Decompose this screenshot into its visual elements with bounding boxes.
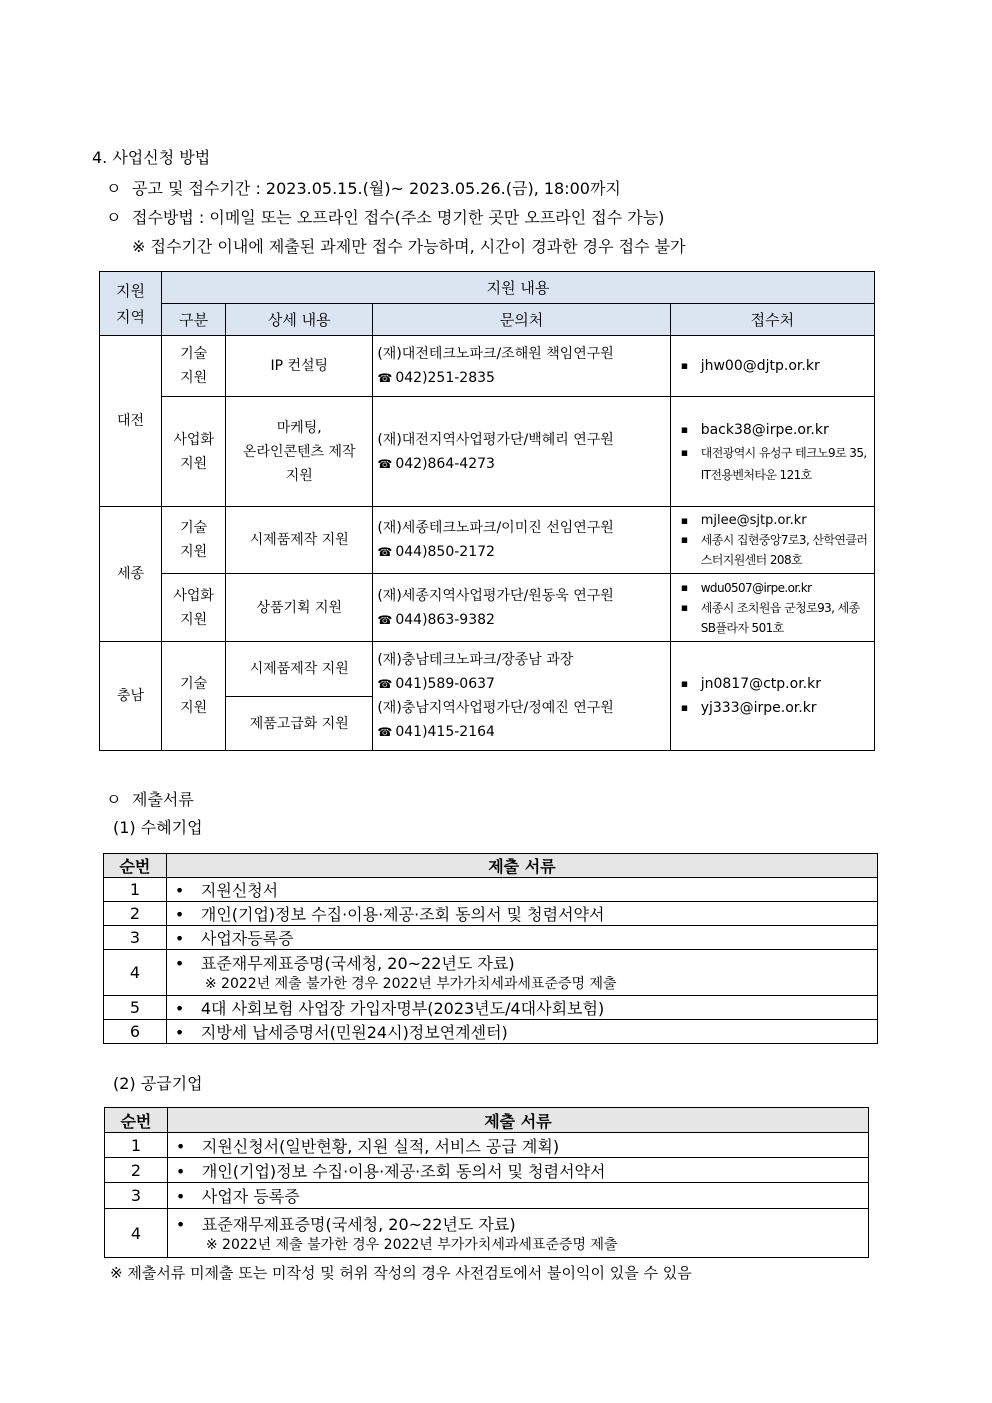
bullet-dot: • [174, 905, 185, 924]
doc-text: 개인(기업)정보 수집·이용·제공·조회 동의서 및 청렴서약서 [200, 905, 605, 924]
bullet-dot: • [174, 999, 185, 1018]
documents-title-text: 제출서류 [132, 790, 194, 809]
bullet-mark: ㅇ [106, 790, 122, 809]
bullet-dot: • [174, 929, 185, 948]
reception-email[interactable]: ▪ mjlee@sjtp.or.kr [675, 511, 870, 530]
doc-item [167, 1158, 868, 1183]
method-bullet [106, 205, 664, 228]
doc-subnote: ※ 2022년 제출 불가한 경우 2022년 부가가치세과세표준증명 제출 [205, 1236, 618, 1253]
contact-phone: 044)863-9382 [395, 611, 495, 628]
row-num: 3 [105, 1183, 168, 1209]
category-cell: 기술 지원 [162, 507, 226, 574]
reception-email[interactable]: ▪ jn0817@ctp.or.kr [675, 672, 870, 696]
reception-email[interactable]: ▪ jhw00@djtp.or.kr [675, 354, 870, 378]
phone-icon: ☎ [377, 725, 393, 739]
doc-subnote: ※ 2022년 제출 불가한 경우 2022년 부가가치세과세표준증명 제출 [204, 976, 617, 992]
detail-cell: 시제품제작 지원 [226, 507, 373, 574]
row-num: 4 [105, 1209, 168, 1258]
row-num: 4 [104, 950, 167, 996]
contact-phone: 041)415-2164 [395, 724, 495, 740]
doc-text: 표준재무제표증명(국세청, 20~22년도 자료) [200, 954, 515, 973]
doc-text: 사업자등록증 [200, 929, 294, 948]
reception-address: ▪ 세종시 조치원읍 군청로93, 세종SB플라자 501호 [675, 598, 870, 638]
detail-cell: 마케팅, 온라인콘텐츠 제작 지원 [226, 397, 373, 507]
documents-footnote: ※ 제출서류 미제출 또는 미작성 및 허위 작성의 경우 사전검토에서 불이익이 있을 수 있음 [110, 1264, 692, 1282]
col-doc: 제출 서류 [166, 854, 877, 878]
bullet-dot: • [174, 881, 185, 900]
header-region: 지원 지역 [100, 272, 162, 336]
doc-item [166, 878, 877, 902]
contact-org: (재)세종테크노파크/이미진 선임연구원 [377, 520, 614, 536]
doc-item [167, 1209, 868, 1258]
beneficiary-docs-table [103, 853, 878, 1044]
detail-cell: 상품기획 지원 [226, 574, 373, 642]
phone-icon: ☎ [377, 677, 393, 691]
doc-text: 표준재무제표증명(국세청, 20~22년도 자료) [201, 1214, 516, 1234]
category-cell: 기술 지원 [162, 336, 226, 397]
phone-icon: ☎ [377, 612, 393, 627]
header-reception: 접수처 [670, 304, 874, 336]
contact-org: (재)충남테크노파크/장종남 과장 [377, 652, 574, 668]
header-content: 지원 내용 [162, 272, 875, 304]
doc-item [167, 1183, 868, 1209]
contact-cell [373, 574, 670, 642]
reception-email[interactable]: ▪ yj333@irpe.or.kr [675, 696, 870, 720]
doc-text: 사업자 등록증 [201, 1187, 300, 1206]
contact-phone: 042)864-4273 [395, 455, 495, 472]
category-cell: 사업화 지원 [162, 397, 226, 507]
reception-address: ▪ 대전광역시 유성구 테크노9로 35, IT전용벤처타운 121호 [675, 442, 870, 486]
bullet-dot: • [174, 1023, 185, 1042]
period-bullet [106, 176, 621, 199]
doc-text: 지원신청서 [200, 881, 279, 900]
doc-item [166, 926, 877, 950]
doc-item [166, 996, 877, 1020]
contact-phone: 042)251-2835 [395, 370, 495, 386]
col-num: 순번 [105, 1108, 168, 1133]
reception-cell [670, 397, 874, 507]
contact-cell [373, 507, 670, 574]
period-text: 공고 및 접수기간 : 2023.05.15.(월)~ 2023.05.26.(금), 18:00까지 [132, 179, 621, 198]
doc-text: 4대 사회보험 사업장 가입자명부(2023년도/4대사회보험) [200, 999, 605, 1018]
bullet-mark: ㅇ [106, 208, 122, 227]
reception-email[interactable]: ▪ wdu0507@irpe.or.kr [675, 578, 870, 598]
documents-title [106, 787, 194, 810]
detail-cell: 제품고급화 지원 [226, 697, 373, 751]
reception-email[interactable]: ▪ back38@irpe.or.kr [675, 418, 870, 442]
category-cell: 기술 지원 [162, 642, 226, 751]
row-num: 1 [104, 878, 167, 902]
contact-cell [373, 336, 670, 397]
row-num: 2 [104, 902, 167, 926]
bullet-dot: • [175, 1187, 186, 1206]
reception-cell [670, 507, 874, 574]
doc-text: 지방세 납세증명서(민원24시)정보연계센터) [200, 1023, 508, 1042]
row-num: 6 [104, 1020, 167, 1044]
bullet-dot: • [175, 1214, 186, 1234]
region-sejong: 세종 [100, 507, 162, 642]
supplier-docs-table [104, 1107, 869, 1258]
header-detail: 상세 내용 [226, 304, 373, 336]
bullet-dot: • [174, 954, 185, 973]
contact-org: (재)충남지역사업평가단/정예진 연구원 [377, 700, 614, 716]
header-contact: 문의처 [373, 304, 670, 336]
col-num: 순번 [104, 854, 167, 878]
doc-item [166, 902, 877, 926]
doc-text: 지원신청서(일반현황, 지원 실적, 서비스 공급 계획) [201, 1136, 560, 1156]
row-num: 5 [104, 996, 167, 1020]
deadline-note: ※ 접수기간 이내에 제출된 과제만 접수 가능하며, 시간이 경과한 경우 접수 불가 [132, 237, 686, 256]
row-num: 3 [104, 926, 167, 950]
doc-item [166, 950, 877, 996]
detail-cell: IP 컨설팅 [226, 336, 373, 397]
phone-icon: ☎ [377, 456, 393, 471]
beneficiary-label: (1) 수혜기업 [113, 818, 203, 837]
section-heading: 4. 사업신청 방법 [92, 148, 211, 167]
contact-cell [373, 642, 670, 751]
doc-item [167, 1133, 868, 1158]
detail-cell: 시제품제작 지원 [226, 642, 373, 697]
contact-org: (재)세종지역사업평가단/원동욱 연구원 [377, 587, 614, 604]
bullet-dot: • [175, 1161, 186, 1181]
row-num: 2 [105, 1158, 168, 1183]
doc-text: 개인(기업)정보 수집·이용·제공·조회 동의서 및 청렴서약서 [201, 1161, 606, 1181]
row-num: 1 [105, 1133, 168, 1158]
method-text: 접수방법 : 이메일 또는 오프라인 접수(주소 명기한 곳만 오프라인 접수 가능) [132, 208, 665, 227]
phone-icon: ☎ [377, 545, 393, 559]
support-table [99, 271, 875, 751]
contact-cell [373, 397, 670, 507]
reception-address: ▪ 세종시 집현중앙7로3, 산학연클러스터지원센터 208호 [675, 530, 870, 570]
contact-org: (재)대전테크노파크/조해원 책임연구원 [377, 346, 614, 362]
contact-phone: 041)589-0637 [395, 676, 495, 692]
bullet-dot: • [175, 1136, 186, 1156]
reception-cell [670, 574, 874, 642]
contact-org: (재)대전지역사업평가단/백혜리 연구원 [377, 431, 614, 448]
doc-item [166, 1020, 877, 1044]
region-daejeon: 대전 [100, 336, 162, 507]
reception-cell [670, 642, 874, 751]
region-chungnam: 충남 [100, 642, 162, 751]
col-doc: 제출 서류 [167, 1108, 868, 1133]
phone-icon: ☎ [377, 371, 393, 385]
contact-phone: 044)850-2172 [395, 544, 495, 560]
bullet-mark: ㅇ [106, 179, 122, 198]
reception-cell [670, 336, 874, 397]
header-category: 구분 [162, 304, 226, 336]
category-cell: 사업화 지원 [162, 574, 226, 642]
supplier-label: (2) 공급기업 [113, 1074, 203, 1093]
